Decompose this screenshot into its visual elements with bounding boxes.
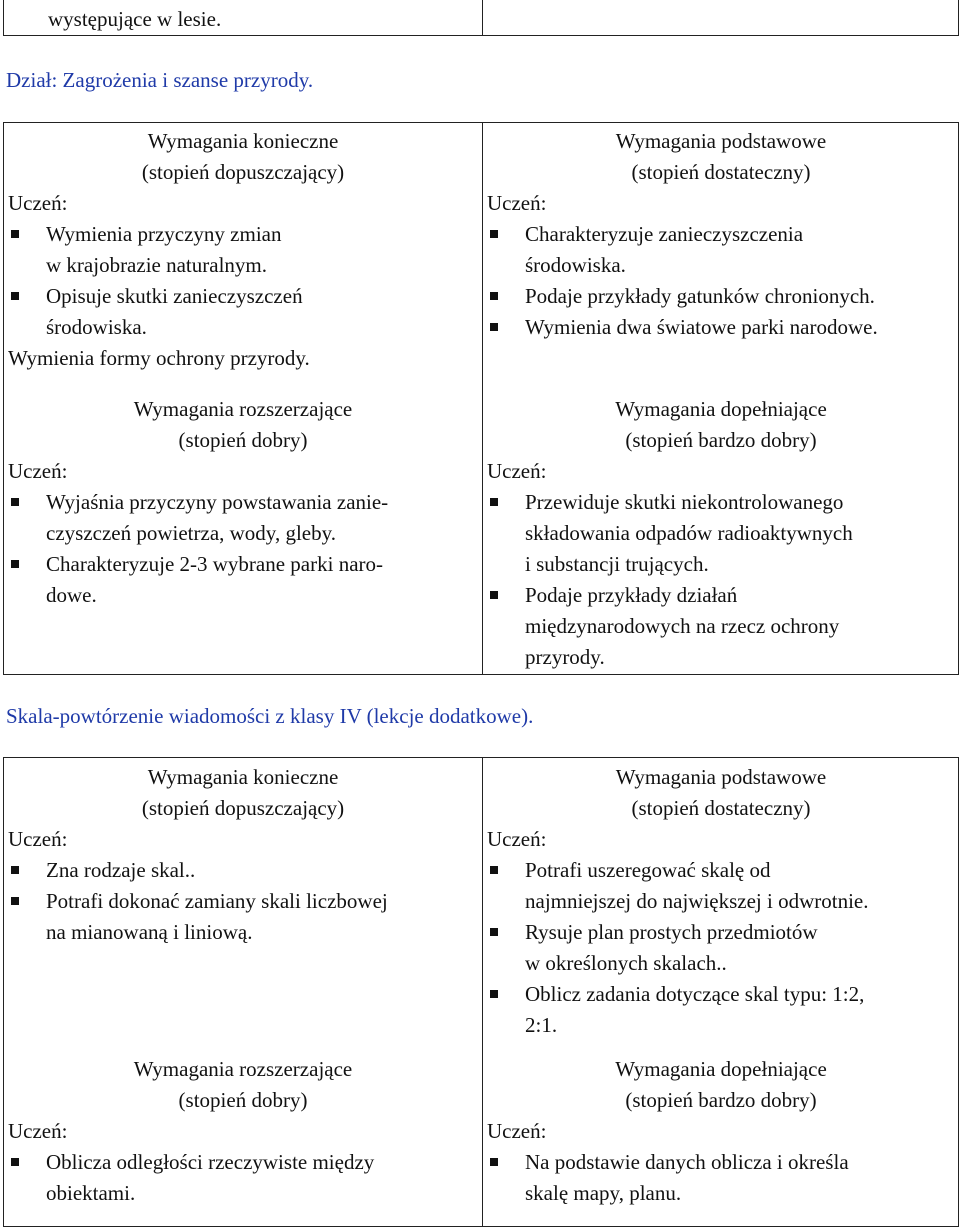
list-item-line: Podaje przykłady gatunków chronionych. [525,284,875,308]
list-item [8,855,478,886]
section-2-title: Skala-powtórzenie wiadomości z klasy IV (lekcje dodatkowe). [6,704,534,728]
list-item-line: Oblicz zadania dotyczące skal typu: 1:2, [525,982,865,1006]
list-item-line: Charakteryzuje 2-3 wybrane parki naro- [46,552,384,576]
s1-podstawowe-list [487,219,955,343]
list-item-line: Na podstawie danych oblicza i określa [525,1150,849,1174]
square-bullet-icon [490,928,498,936]
square-bullet-icon [490,866,498,874]
list-item [487,312,955,343]
section-1-title: Dział: Zagrożenia i szanse przyrody. [6,68,314,92]
square-bullet-icon [490,292,498,300]
s1-konieczne-cell [8,126,478,374]
s2-podstawowe-uczen: Uczeń: [487,827,547,851]
list-item [8,549,478,611]
s1-rozszerzajace-uczen: Uczeń: [8,459,68,483]
top-table-divider [482,0,483,36]
list-item-line: Zna rodzaje skal.. [46,858,196,882]
square-bullet-icon [11,866,19,874]
section-1-divider [482,122,483,675]
s1-rozszerzajace-list [8,487,478,611]
square-bullet-icon [11,560,19,568]
s2-rozszerzajace-grade: (stopień dobry) [178,1088,308,1112]
list-item-line: Wyjaśnia przyczyny powstawania zanie- [46,490,389,514]
s1-konieczne-list [8,219,478,343]
s1-rozszerzajace-heading: Wymagania rozszerzające [133,397,353,421]
s2-dopelniajace-grade: (stopień bardzo dobry) [625,1088,817,1112]
list-item-line: w krajobrazie naturalnym. [46,253,267,277]
list-item-line: środowiska. [46,315,147,339]
s1-rozszerzajace-cell [8,394,478,611]
square-bullet-icon [11,897,19,905]
top-fragment-text: występujące w lesie. [48,7,222,31]
s1-podstawowe-heading: Wymagania podstawowe [615,129,827,153]
square-bullet-icon [11,292,19,300]
s1-dopelniajace-uczen: Uczeń: [487,459,547,483]
s2-rozszerzajace-list [8,1147,478,1209]
s1-dopelniajace-list [487,487,955,673]
s1-dopelniajace-grade: (stopień bardzo dobry) [625,428,817,452]
section-2-divider [482,757,483,1227]
list-item-line: czyszczeń powietrza, wody, gleby. [46,521,336,545]
list-item [487,580,955,673]
list-item-line: Rysuje plan prostych przedmiotów [525,920,818,944]
list-item [487,979,955,1041]
list-item-line: Oblicza odległości rzeczywiste między [46,1150,375,1174]
square-bullet-icon [490,591,498,599]
s2-rozszerzajace-cell [8,1054,478,1209]
square-bullet-icon [11,230,19,238]
list-item-line: składowania odpadów radioaktywnych [525,521,853,545]
s1-konieczne-grade: (stopień dopuszczający) [141,160,345,184]
list-item [8,1147,478,1209]
list-item-line: na mianowaną i liniową. [46,920,253,944]
list-item-line: Wymienia przyczyny zmian [46,222,282,246]
s2-konieczne-uczen: Uczeń: [8,827,68,851]
s2-podstawowe-list [487,855,955,1041]
list-item [487,917,955,979]
s2-rozszerzajace-uczen: Uczeń: [8,1119,68,1143]
list-item [487,281,955,312]
s2-podstawowe-grade: (stopień dostateczny) [631,796,811,820]
list-item-line: przyrody. [525,645,605,669]
list-item-line: skalę mapy, planu. [525,1181,682,1205]
list-item-line: Podaje przykłady działań [525,583,738,607]
s2-konieczne-heading: Wymagania konieczne [147,765,339,789]
s2-podstawowe-cell [487,762,955,1041]
list-item-line: Przewiduje skutki niekontrolowanego [525,490,844,514]
square-bullet-icon [11,1158,19,1166]
s2-dopelniajace-list [487,1147,955,1209]
list-item-line: środowiska. [525,253,626,277]
s2-rozszerzajace-heading: Wymagania rozszerzające [133,1057,353,1081]
s2-dopelniajace-heading: Wymagania dopełniające [615,1057,827,1081]
list-item-line: dowe. [46,583,97,607]
s2-konieczne-list [8,855,478,948]
s1-konieczne-extra: Wymienia formy ochrony przyrody. [8,346,310,370]
list-item-line: w określonych skalach.. [525,951,727,975]
square-bullet-icon [490,1158,498,1166]
s1-dopelniajace-cell [487,394,955,673]
square-bullet-icon [490,990,498,998]
list-item-line: Charakteryzuje zanieczyszczenia [525,222,804,246]
list-item-line: najmniejszej do największej i odwrotnie. [525,889,869,913]
square-bullet-icon [490,230,498,238]
s1-rozszerzajace-grade: (stopień dobry) [178,428,308,452]
list-item-line: i substancji trujących. [525,552,709,576]
s1-podstawowe-cell [487,126,955,343]
s2-dopelniajace-uczen: Uczeń: [487,1119,547,1143]
list-item [487,487,955,580]
square-bullet-icon [490,323,498,331]
s2-podstawowe-heading: Wymagania podstawowe [615,765,827,789]
s1-dopelniajace-heading: Wymagania dopełniające [615,397,827,421]
list-item [8,219,478,281]
s1-konieczne-heading: Wymagania konieczne [147,129,339,153]
list-item [8,487,478,549]
list-item-line: międzynarodowych na rzecz ochrony [525,614,840,638]
list-item-line: Potrafi dokonać zamiany skali liczbowej [46,889,388,913]
square-bullet-icon [11,498,19,506]
list-item-line: obiektami. [46,1181,136,1205]
list-item-line: Wymienia dwa światowe parki narodowe. [525,315,878,339]
list-item-line: 2:1. [525,1013,558,1037]
square-bullet-icon [490,498,498,506]
list-item [487,1147,955,1209]
s1-podstawowe-grade: (stopień dostateczny) [631,160,811,184]
list-item [487,855,955,917]
s2-dopelniajace-cell [487,1054,955,1209]
s2-konieczne-grade: (stopień dopuszczający) [141,796,345,820]
s2-konieczne-cell [8,762,478,948]
list-item [8,886,478,948]
list-item [8,281,478,343]
s1-podstawowe-uczen: Uczeń: [487,191,547,215]
s1-konieczne-uczen: Uczeń: [8,191,68,215]
list-item-line: Potrafi uszeregować skalę od [525,858,771,882]
list-item [487,219,955,281]
list-item-line: Opisuje skutki zanieczyszczeń [46,284,303,308]
